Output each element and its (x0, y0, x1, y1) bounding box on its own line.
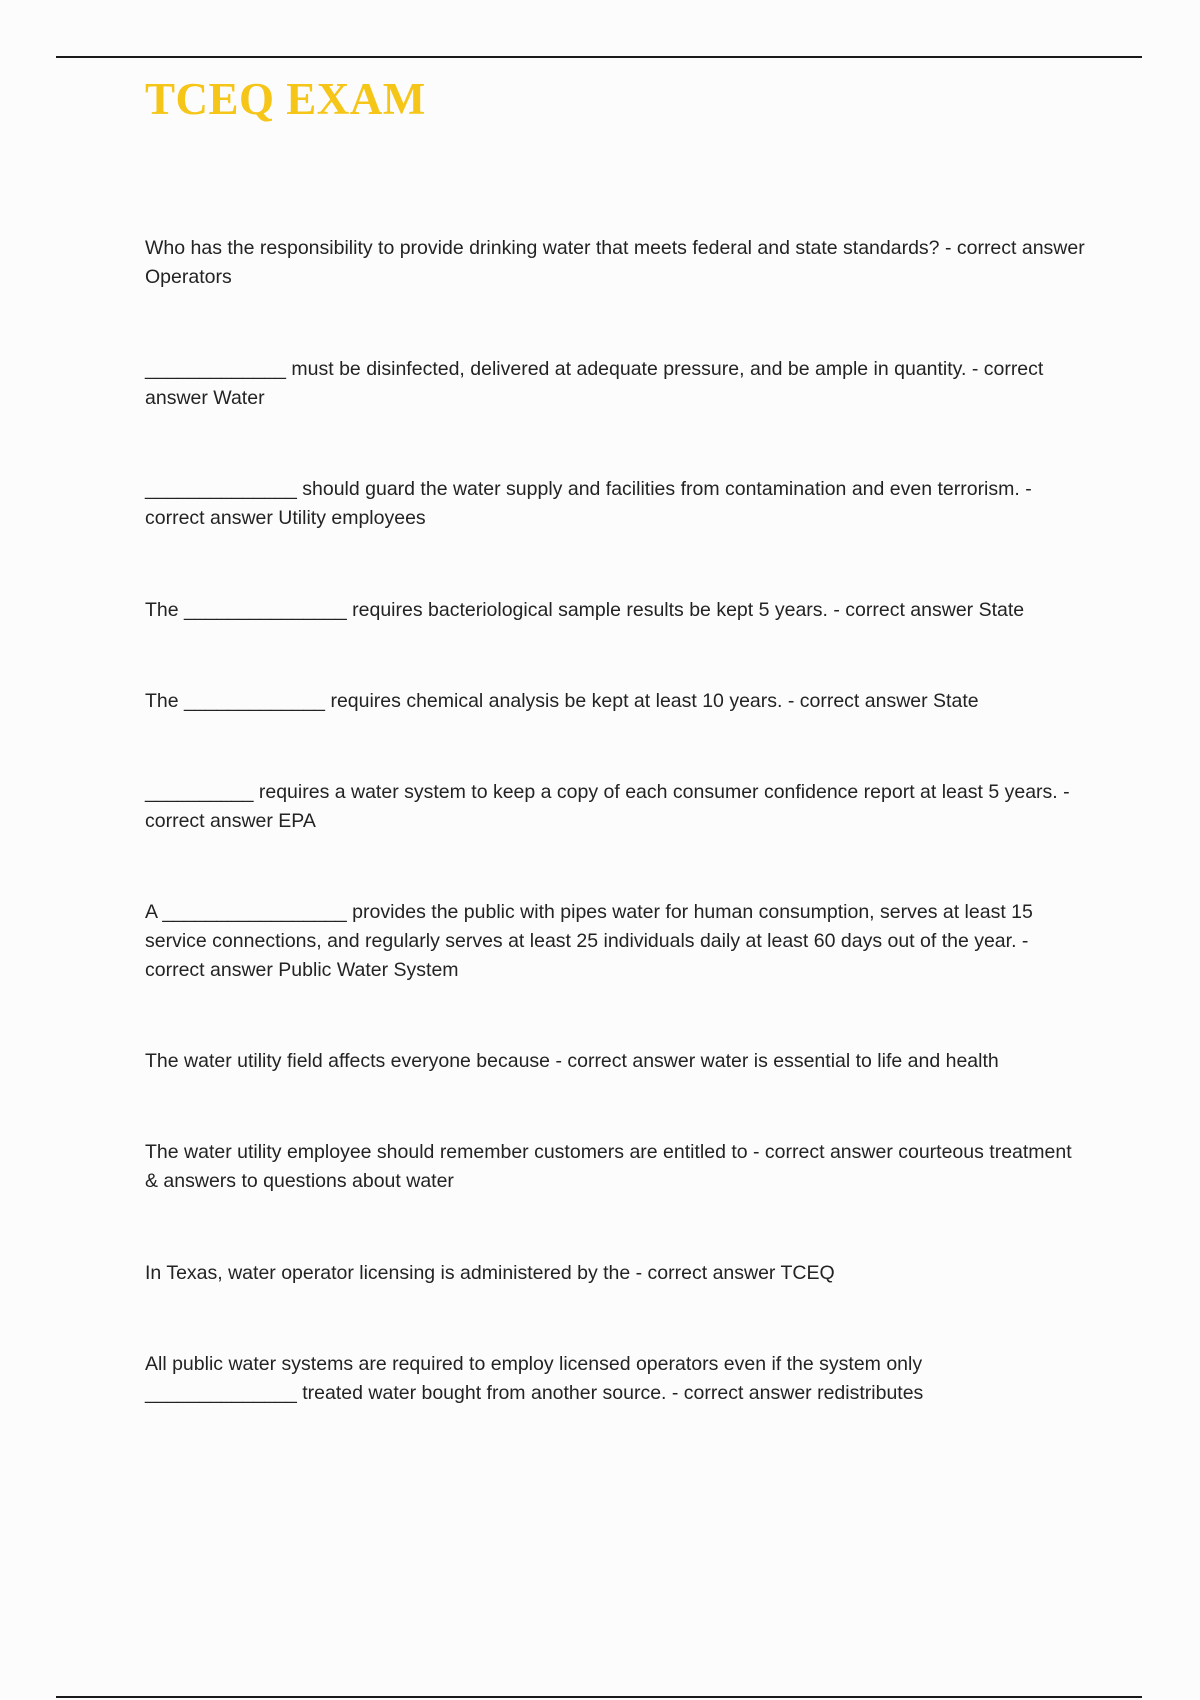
item-text: The water utility field affects everyone because - correct answer water is essential to life and health (145, 1050, 999, 1072)
item-text: should guard the water supply and facilities from contamination and even terrorism. - correct answer Utility employees (145, 478, 1032, 529)
bottom-rule (56, 1696, 1142, 1698)
answer-blank: _____________ (184, 690, 326, 712)
answer-blank: _______________ (184, 599, 347, 621)
item-text: In Texas, water operator licensing is administered by the - correct answer TCEQ (145, 1262, 835, 1284)
question-item-9 (145, 1138, 1090, 1196)
question-item-4 (145, 596, 1090, 625)
question-item-2 (145, 355, 1090, 413)
item-text: requires bacteriological sample results be kept 5 years. - correct answer State (346, 599, 1025, 621)
answer-blank: ______________ (145, 478, 297, 500)
document-title: TCEQ EXAM (145, 74, 426, 124)
question-item-7 (145, 898, 1090, 985)
question-item-10 (145, 1259, 1090, 1288)
item-text: requires a water system to keep a copy of each consumer confidence report at least 5 years. - correct answer EPA (145, 781, 1070, 832)
item-text: must be disinfected, delivered at adequate pressure, and be ample in quantity. - correct answer Water (145, 358, 1044, 409)
answer-blank: __________ (145, 781, 254, 803)
item-prefix: The (145, 690, 185, 712)
item-prefix: The (145, 599, 185, 621)
answer-blank: _____________ (145, 358, 286, 380)
question-item-8 (145, 1047, 1090, 1076)
question-item-3 (145, 475, 1090, 533)
answer-blank: ______________ (145, 1382, 297, 1404)
question-item-5 (145, 687, 1090, 716)
item-prefix: A (145, 901, 163, 923)
item-lead: All public water systems are required to employ licensed operators even if the system only (145, 1353, 923, 1375)
item-text: requires chemical analysis be kept at least 10 years. - correct answer State (325, 690, 979, 712)
item-text: Who has the responsibility to provide drinking water that meets federal and state standards? - correct answer Operators (145, 237, 1085, 288)
top-rule (56, 56, 1142, 58)
question-item-6 (145, 778, 1090, 836)
item-text: The water utility employee should remember customers are entitled to - correct answer courteous treatment & answers to questions about water (145, 1141, 1072, 1192)
answer-blank: _________________ (162, 901, 347, 923)
question-item-11 (145, 1350, 1090, 1408)
item-text: treated water bought from another source. - correct answer redistributes (296, 1382, 924, 1404)
question-item-1 (145, 234, 1090, 292)
item-text: provides the public with pipes water for human consumption, serves at least 15 service connections, and regularly serves at least 25 individuals daily at least 60 days out of the year. - correct answer Public Water System (145, 901, 1033, 981)
